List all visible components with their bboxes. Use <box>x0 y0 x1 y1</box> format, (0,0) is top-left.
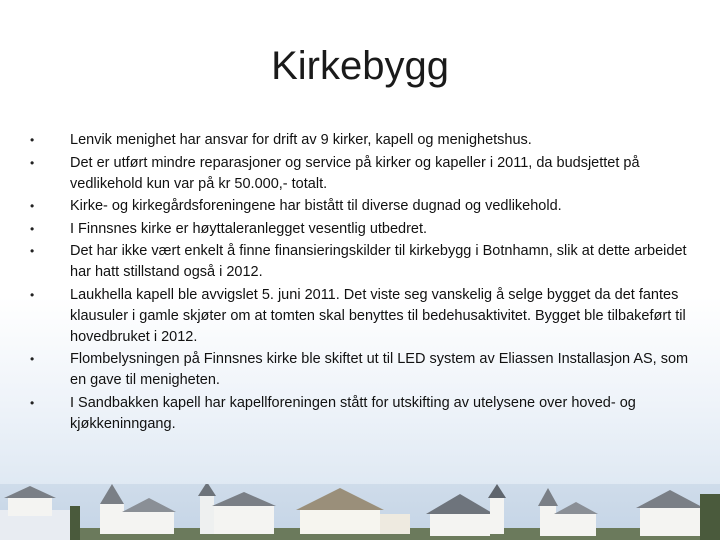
bullet-text: I Sandbakken kapell har kapellforeningen stått for utskifting av utelysene over hoved- og kjøkkeninngang. <box>70 394 636 432</box>
bullet-text: Flombelysningen på Finnsnes kirke ble skiftet ut til LED system av Eliassen Installasjon AS, som en gave til menigheten. <box>70 351 689 388</box>
bullet-marker: • <box>30 155 35 170</box>
bullet-marker: • <box>30 287 35 302</box>
list-item <box>28 241 692 283</box>
bullet-text: I Finnsnes kirke er høyttaleranlegget vesentlig utbedret. <box>70 220 428 237</box>
list-item <box>28 196 692 217</box>
bullet-text: Lenvik menighet har ansvar for drift av 9 kirker, kapell og menighetshus. <box>70 132 532 148</box>
bullet-marker: • <box>30 352 35 366</box>
list-item <box>28 285 692 348</box>
list-item <box>28 153 692 195</box>
bullet-text: Laukhella kapell ble avvigslet 5. juni 2011. Det viste seg vanskelig å selge bygget da det fantes klausuler i gamle skjøter om at tomten skal benyttes til bedehusaktivitet. Bygget ble tilbakeført til hovedbruket i 2012. <box>70 286 686 345</box>
list-item <box>28 349 692 391</box>
bullet-marker: • <box>30 133 35 147</box>
bullet-text: Det har ikke vært enkelt å finne finansieringskilder til kirkebygg i Botnhamn, slik at dette arbeidet har hatt stillstand også i 2012. <box>70 243 687 280</box>
bullet-list <box>28 130 692 436</box>
list-item <box>28 393 692 435</box>
bullet-text: Kirke- og kirkegårdsforeningene har bistått til diverse dugnad og vedlikehold. <box>70 198 562 214</box>
church-photo-strip <box>0 484 720 540</box>
slide-title: Kirkebygg <box>271 44 449 88</box>
bullet-text: Det er utført mindre reparasjoner og service på kirker og kapeller i 2011, da budsjettet på vedlikehold kun var på kr 50.000,- totalt. <box>70 154 640 192</box>
bullet-marker: • <box>30 199 35 213</box>
bullet-marker: • <box>30 244 35 258</box>
bullet-marker: • <box>30 395 35 410</box>
list-item <box>28 130 692 151</box>
bullet-marker: • <box>30 221 35 236</box>
church-photos-illustration <box>0 484 720 540</box>
list-item <box>28 219 692 240</box>
